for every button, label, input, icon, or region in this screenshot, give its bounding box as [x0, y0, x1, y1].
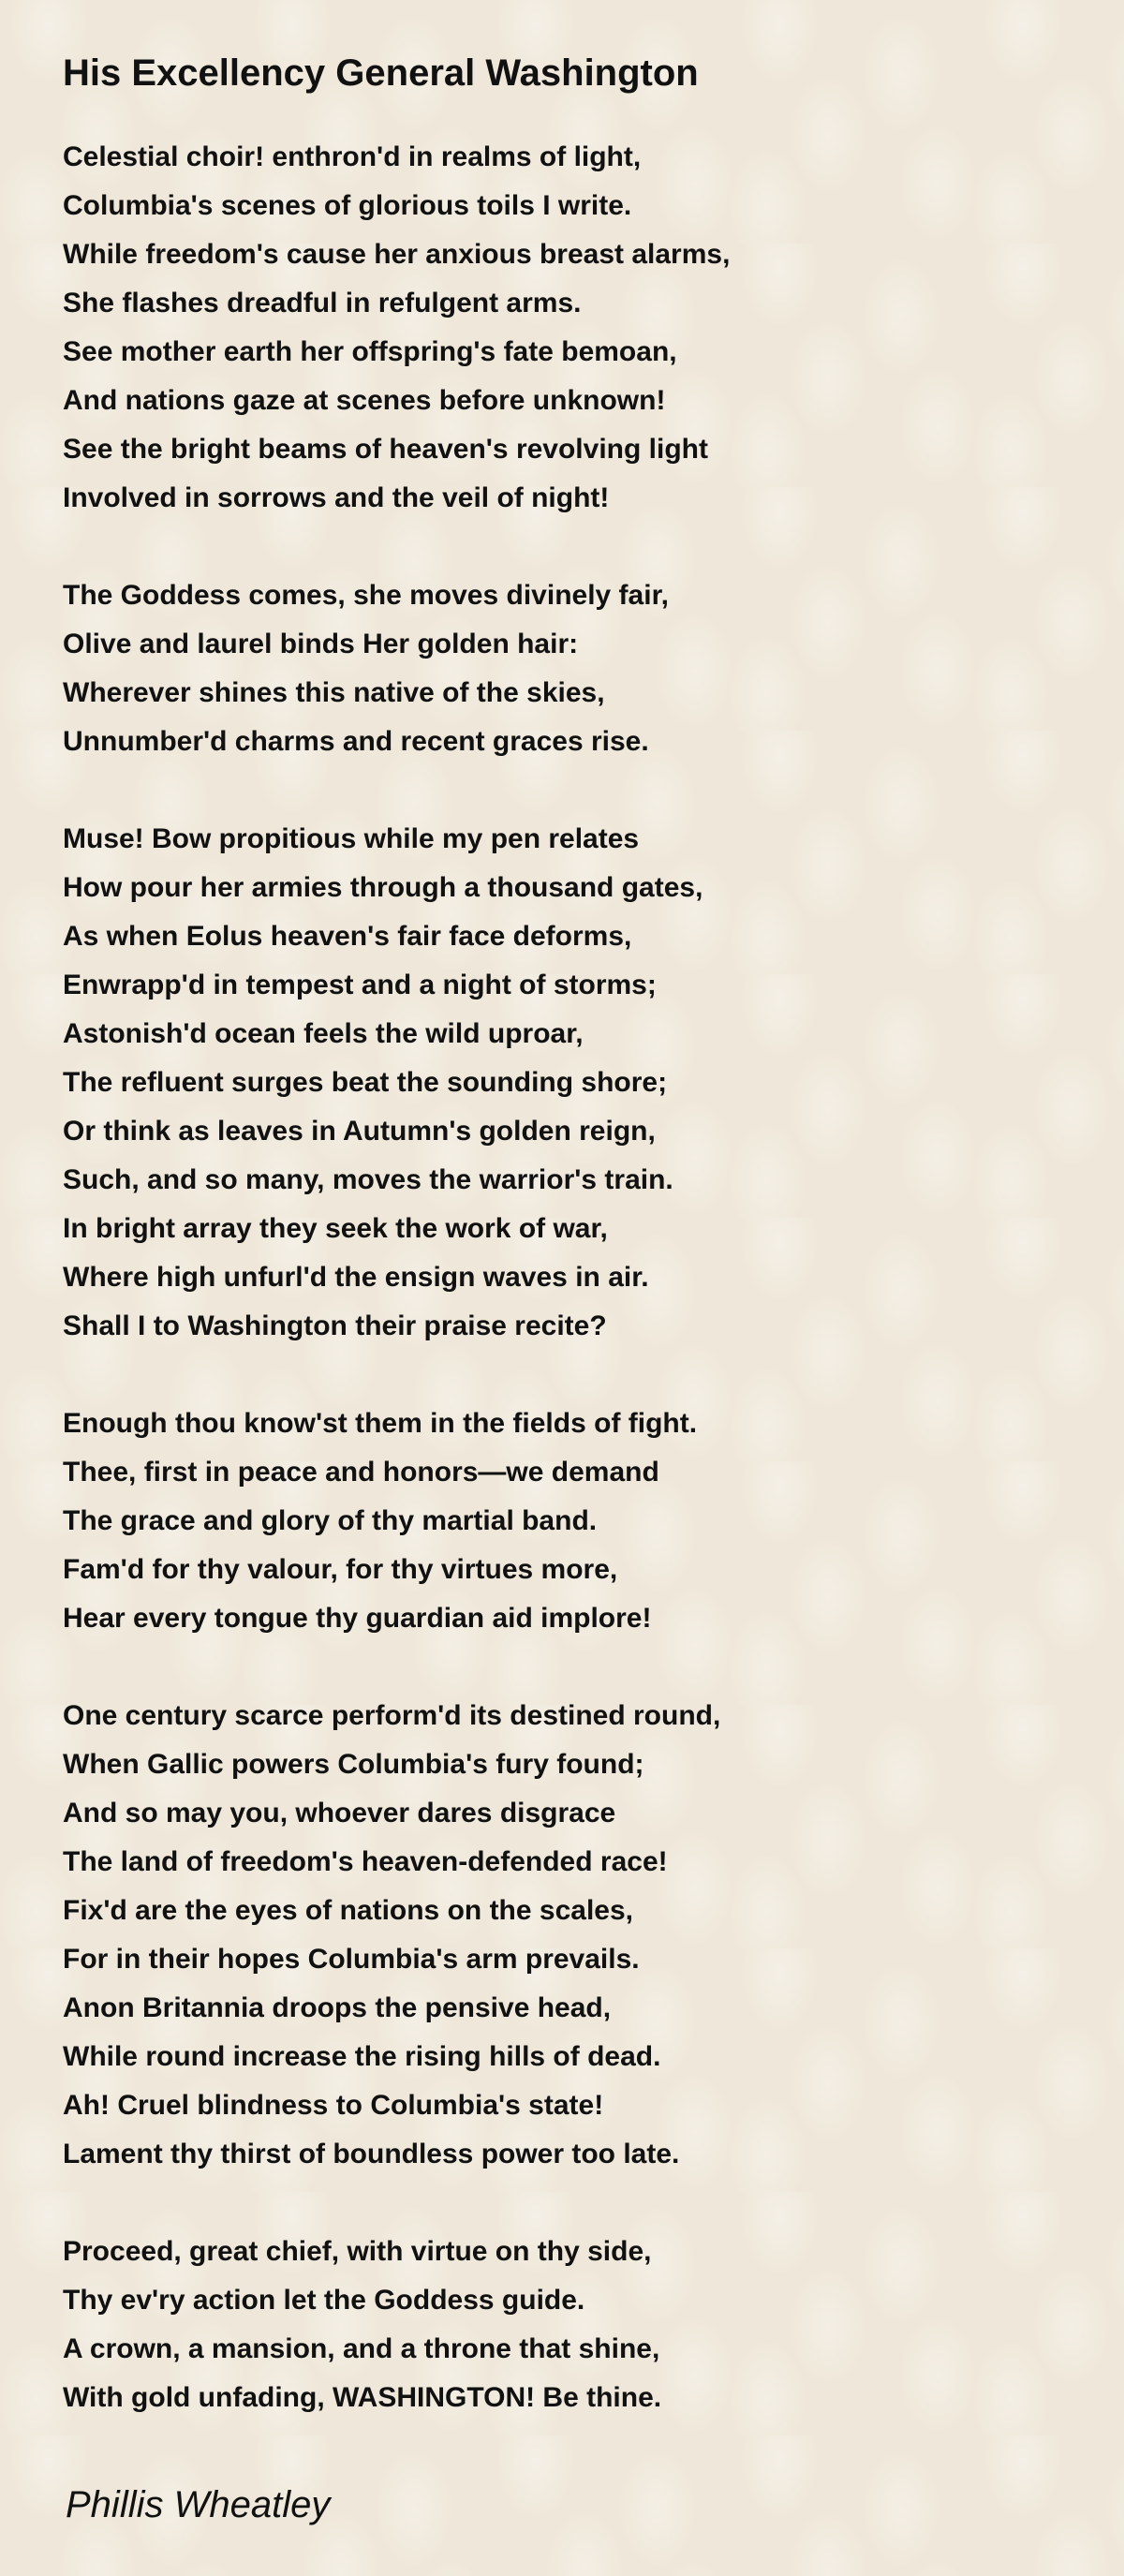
poem-line: While freedom's cause her anxious breast alarms, — [63, 239, 731, 270]
stanza-6 — [63, 2228, 1124, 2422]
poem-line: Columbia's scenes of glorious toils I write. — [63, 190, 632, 221]
stanza-2 — [63, 571, 1124, 766]
poem-line: How pour her armies through a thousand gates, — [63, 872, 703, 903]
poem-line: A crown, a mansion, and a throne that shine, — [63, 2333, 660, 2364]
poem-author: Phillis Wheatley — [66, 2484, 331, 2525]
poem-line: Involved in sorrows and the veil of night! — [63, 482, 610, 513]
poem-line: Lament thy thirst of boundless power too late. — [63, 2139, 680, 2169]
poem-line: Ah! Cruel blindness to Columbia's state! — [63, 2090, 604, 2121]
poem-line: One century scarce perform'd its destined round, — [63, 1700, 721, 1731]
stanza-5 — [63, 1692, 1124, 2179]
poem-line: Celestial choir! enthron'd in realms of light, — [63, 141, 642, 172]
poem-line: See mother earth her offspring's fate bemoan, — [63, 336, 677, 367]
stanza-4 — [63, 1399, 1124, 1643]
poem-line: Such, and so many, moves the warrior's train. — [63, 1164, 673, 1195]
poem-line: Muse! Bow propitious while my pen relates — [63, 823, 640, 854]
poem-line: Shall I to Washington their praise recite? — [63, 1310, 607, 1341]
poem-line: She flashes dreadful in refulgent arms. — [63, 288, 582, 318]
poem-line: Enwrapp'd in tempest and a night of storms; — [63, 970, 657, 1000]
poem-line: Thee, first in peace and honors—we demand — [63, 1457, 659, 1488]
poem-line: Fam'd for thy valour, for thy virtues more, — [63, 1554, 618, 1585]
poem-line: The refluent surges beat the sounding shore; — [63, 1067, 668, 1098]
poem-line: Unnumber'd charms and recent graces rise. — [63, 726, 649, 757]
poem-body — [63, 133, 1124, 2422]
stanza-1 — [63, 133, 1124, 523]
stanza-3 — [63, 815, 1124, 1351]
poem-line: Astonish'd ocean feels the wild uproar, — [63, 1018, 584, 1049]
poem-line: Olive and laurel binds Her golden hair: — [63, 629, 579, 659]
poem-line: Thy ev'ry action let the Goddess guide. — [63, 2285, 585, 2316]
poem-line: The land of freedom's heaven-defended race! — [63, 1846, 668, 1877]
poem-line: Or think as leaves in Autumn's golden reign, — [63, 1116, 656, 1147]
poem-line: Where high unfurl'd the ensign waves in air. — [63, 1262, 649, 1293]
poem-title: His Excellency General Washington — [63, 52, 699, 94]
poem-line: And so may you, whoever dares disgrace — [63, 1798, 616, 1828]
poem-line: With gold unfading, WASHINGTON! Be thine. — [63, 2382, 662, 2413]
poem-line: The Goddess comes, she moves divinely fair, — [63, 580, 669, 611]
poem-line: As when Eolus heaven's fair face deforms, — [63, 921, 632, 952]
poem-line: See the bright beams of heaven's revolving light — [63, 434, 708, 465]
poem-line: And nations gaze at scenes before unknown! — [63, 385, 666, 416]
poem-line: Fix'd are the eyes of nations on the scales, — [63, 1895, 633, 1926]
poem-line: In bright array they seek the work of war, — [63, 1213, 608, 1244]
poem-line: Wherever shines this native of the skies, — [63, 677, 605, 708]
poem-line: While round increase the rising hills of dead. — [63, 2041, 661, 2072]
poem-line: For in their hopes Columbia's arm prevails. — [63, 1944, 640, 1975]
poem-line: When Gallic powers Columbia's fury found; — [63, 1749, 644, 1780]
poem-line: Hear every tongue thy guardian aid implore! — [63, 1603, 652, 1634]
poem-line: Enough thou know'st them in the fields of fight. — [63, 1408, 698, 1439]
poem-line: The grace and glory of thy martial band. — [63, 1505, 598, 1536]
poem-line: Proceed, great chief, with virtue on thy side, — [63, 2236, 652, 2267]
poem-line: Anon Britannia droops the pensive head, — [63, 1992, 612, 2023]
